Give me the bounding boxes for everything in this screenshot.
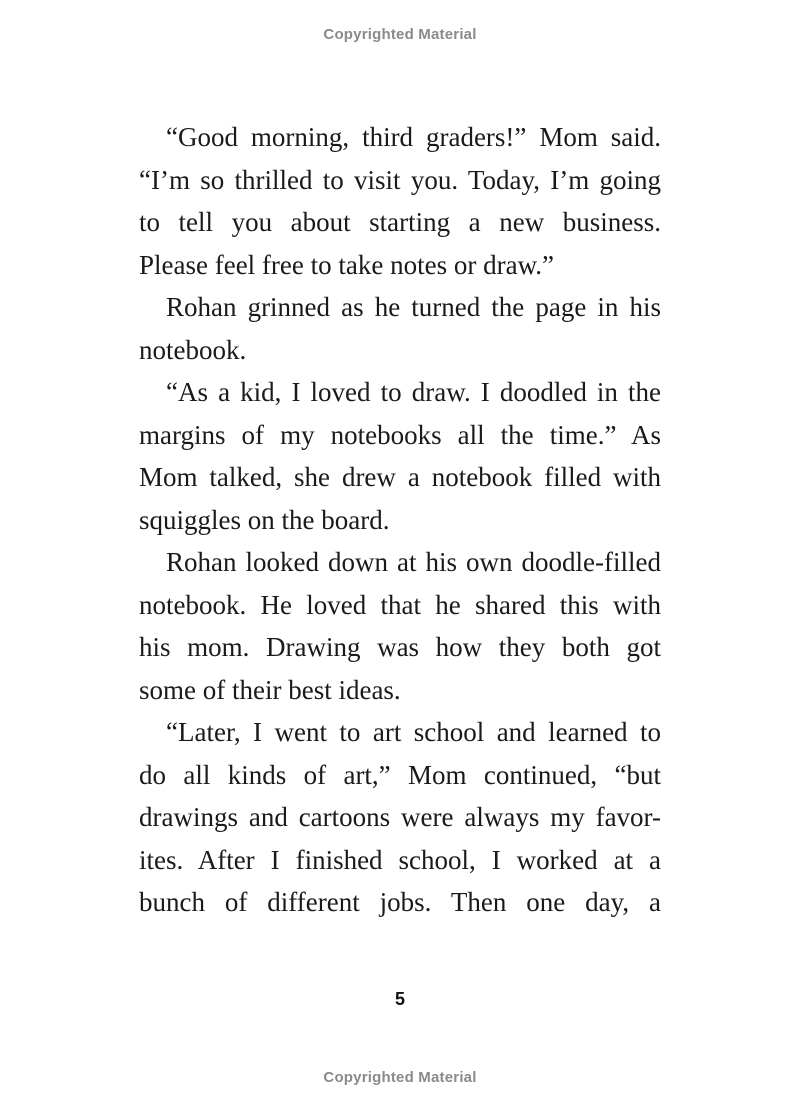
text-line: Please feel free to take notes or draw.” — [139, 249, 555, 280]
page-body — [139, 116, 661, 924]
text-line: “As a kid, I loved to draw. I doodled in the — [166, 377, 661, 407]
text-line: squiggles on the board. — [139, 504, 390, 535]
text-line: Rohan looked down at his own doodle-filled — [166, 547, 661, 577]
text-line: Mom talked, she drew a notebook filled with — [139, 462, 661, 492]
text-line: “Later, I went to art school and learned to — [166, 717, 661, 747]
text-line: his mom. Drawing was how they both got — [139, 632, 661, 662]
page-number: 5 — [394, 989, 405, 1009]
text-line: notebook. — [139, 334, 247, 365]
paragraph-5 — [139, 711, 661, 924]
header-watermark: Copyrighted Material — [323, 26, 477, 43]
text-line: ites. After I finished school, I worked at a — [139, 844, 661, 875]
text-line: margins of my notebooks all the time.” As — [139, 419, 661, 450]
paragraph-1 — [139, 116, 661, 286]
text-line: to tell you about starting a new business. — [139, 207, 661, 237]
text-line: “Good morning, third graders!” Mom said. — [166, 122, 661, 152]
paragraph-3 — [139, 371, 661, 541]
text-line: notebook. He loved that he shared this with — [139, 589, 661, 620]
text-line: drawings and cartoons were always my favor- — [139, 802, 661, 832]
text-line: some of their best ideas. — [139, 674, 401, 705]
text-line: do all kinds of art,” Mom continued, “but — [139, 759, 661, 790]
text-line: bunch of different jobs. Then one day, a — [139, 887, 661, 917]
footer-watermark: Copyrighted Material — [323, 1069, 477, 1086]
text-line: “I’m so thrilled to visit you. Today, I’m going — [139, 164, 661, 195]
text-line: Rohan grinned as he turned the page in his — [166, 292, 661, 322]
paragraph-2 — [139, 286, 661, 371]
paragraph-4 — [139, 541, 661, 711]
